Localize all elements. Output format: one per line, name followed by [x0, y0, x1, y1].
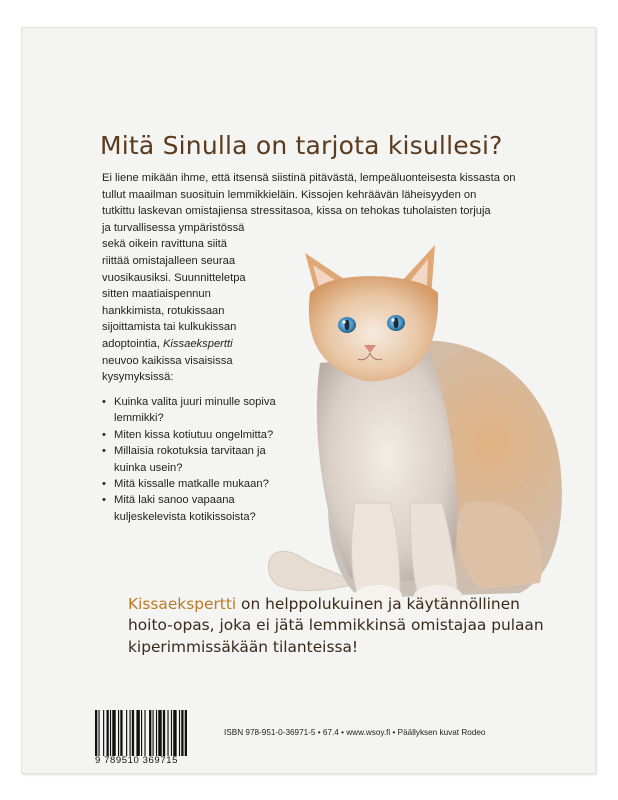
intro-line: ja turvallisessa ympäristössä [102, 221, 245, 234]
intro-line: Ei liene mikään ihme, että itsensä siistinä pitävästä, lempeäluonteisesta kissasta on [102, 172, 516, 184]
intro-line: tullut maailman suosituin lemmikkieläin. Kissojen kehräävän läheisyyden on [102, 188, 477, 201]
tagline [128, 594, 568, 658]
intro-line: sekä oikein ravittuna siitä [102, 238, 227, 251]
intro-line: kysymyksissä: [102, 371, 174, 384]
isbn-barcode [95, 710, 207, 766]
intro-line: sijoittamista tai kulkukissan [102, 321, 237, 334]
book-back-cover [21, 27, 596, 774]
intro-line: vuosikausiksi. Suunnitteletpa [102, 271, 246, 284]
intro-line: sitten maatiaispennun [102, 288, 211, 301]
book-title-inline: Kissaekspertti [162, 337, 233, 350]
intro-narrow-column [102, 220, 274, 386]
tagline-text: on helppolukuinen ja käytännöllinen hoito-opas, joka ei jätä lemmikkinsä omistajaa pulaan kiperimmissäkään tilanteissa! [128, 595, 544, 656]
list-item: • Millaisia rokotuksia tarvitaan ja kuinka usein? [102, 443, 292, 476]
tagline-brand: Kissaekspertti [128, 595, 237, 613]
intro-line: hankkimista, rotukissaan [102, 304, 225, 317]
list-item: • Kuinka valita juuri minulle sopiva lemmikki? [102, 394, 292, 427]
intro-line: tutkittu laskevan omistajiensa stressitasoa, kissa on tehokas tuholaisten torjuja [102, 205, 491, 218]
list-item: • Miten kissa kotiutuu ongelmitta? [102, 427, 292, 443]
intro-fragment: adoptointia, [102, 337, 160, 350]
intro-line: riittää omistajalleen seuraa [102, 254, 236, 267]
intro-line [102, 336, 274, 353]
list-item: • Mitä laki sanoo vapaana kuljeskelevista kotikissoista? [102, 492, 292, 525]
headline: Mitä Sinulla on tarjota kisullesi? [100, 131, 503, 160]
barcode-bars [95, 710, 207, 756]
barcode-digits: 9 789510 369715 [95, 755, 178, 766]
intro-line: neuvoo kaikissa visaisissa [102, 354, 233, 367]
list-item: • Mitä kissalle matkalle mukaan? [102, 476, 292, 492]
imprint-line: ISBN 978-951-0-36971-5 • 67.4 • www.wsoy.fi • Päällyksen kuvat Rodeo [224, 728, 486, 737]
cat-photo [250, 233, 590, 623]
